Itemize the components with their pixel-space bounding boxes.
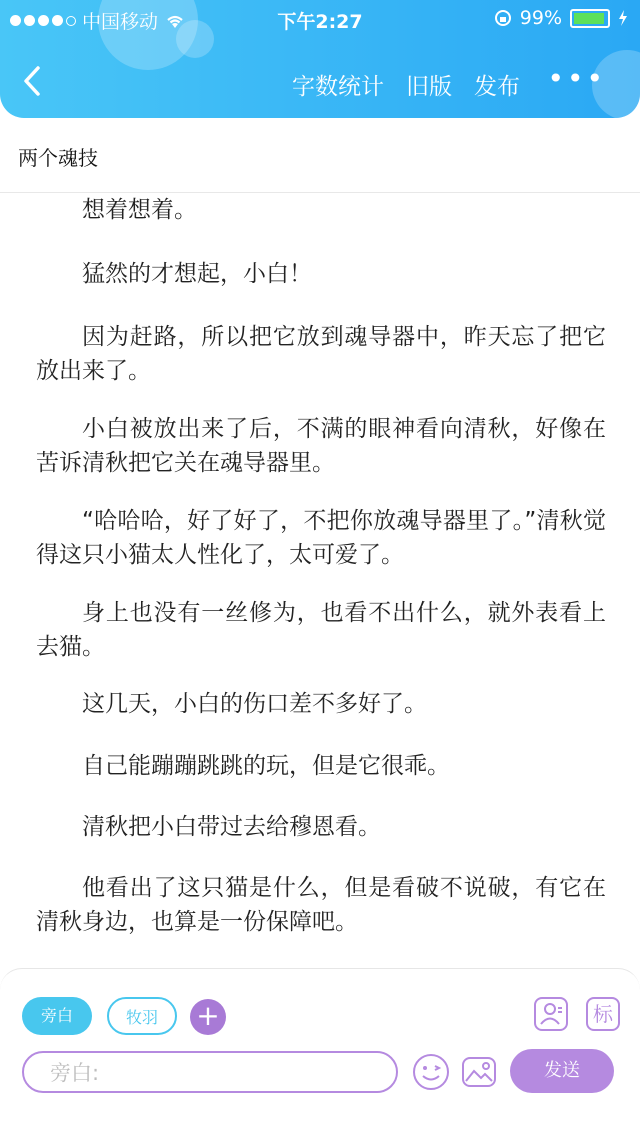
back-button[interactable] [20,64,44,107]
plus-icon: + [196,999,220,1032]
send-button[interactable]: 发送 [510,1049,614,1093]
paragraph: 清秋把小白带过去给穆恩看。 [82,814,381,840]
character-card-button[interactable] [534,997,568,1031]
add-role-button[interactable] [190,999,226,1035]
word-count-button[interactable]: 字数统计 [292,74,384,100]
nav-bar [0,60,640,108]
chapter-content[interactable] [0,193,640,968]
image-icon[interactable] [460,1053,498,1091]
header [0,0,640,118]
paragraph: 这几天，小白的伤口差不多好了。 [82,691,427,717]
paragraph: 小白被放出来了后，不满的眼神看向清秋，好像在苦诉清秋把它关在魂导器里。 [36,416,606,476]
old-version-button[interactable]: 旧版 [406,74,452,100]
publish-button[interactable]: 发布 [474,74,520,100]
paragraph: 想着想着。 [82,197,197,223]
paragraph: 身上也没有一丝修为，也看不出什么，就外表看上去猫。 [36,600,606,660]
message-input-wrapper [22,1051,398,1093]
paragraph: 他看出了这只猫是什么，但是看破不说破，有它在清秋身边，也算是一份保障吧。 [36,875,606,935]
person-icon [536,999,566,1029]
paragraph: 猛然的才想起，小白！ [82,261,312,287]
chapter-title-bar [0,118,640,193]
paragraph: “哈哈哈，好了好了，不把你放魂导器里了。”清秋觉得这只小猫太人性化了，太可爱了。 [36,508,606,568]
composer-panel [0,968,640,1140]
battery-icon [570,9,610,28]
role-chip-narrator[interactable]: 旁白 [22,997,92,1035]
paragraph: 因为赶路，所以把它放到魂导器中，昨天忘了把它放出来了。 [36,324,606,384]
role-chip-muyu[interactable]: 牧羽 [107,997,177,1035]
message-input[interactable] [48,1060,382,1086]
chapter-title: 两个魂技 [18,146,98,170]
carrier-label: 中国移动 [82,11,159,33]
rotation-lock-icon [494,9,512,27]
clock: 下午2:27 [277,11,363,33]
paragraph: 自己能蹦蹦跳跳的玩，但是它很乖。 [82,753,450,779]
more-menu-button[interactable]: ••• [547,62,606,95]
chevron-left-icon [20,64,44,98]
charging-icon [618,10,628,26]
tag-button[interactable]: 标 [586,997,620,1031]
battery-percent: 99% [519,7,562,29]
emoji-icon[interactable] [412,1053,450,1091]
status-bar [0,0,640,36]
